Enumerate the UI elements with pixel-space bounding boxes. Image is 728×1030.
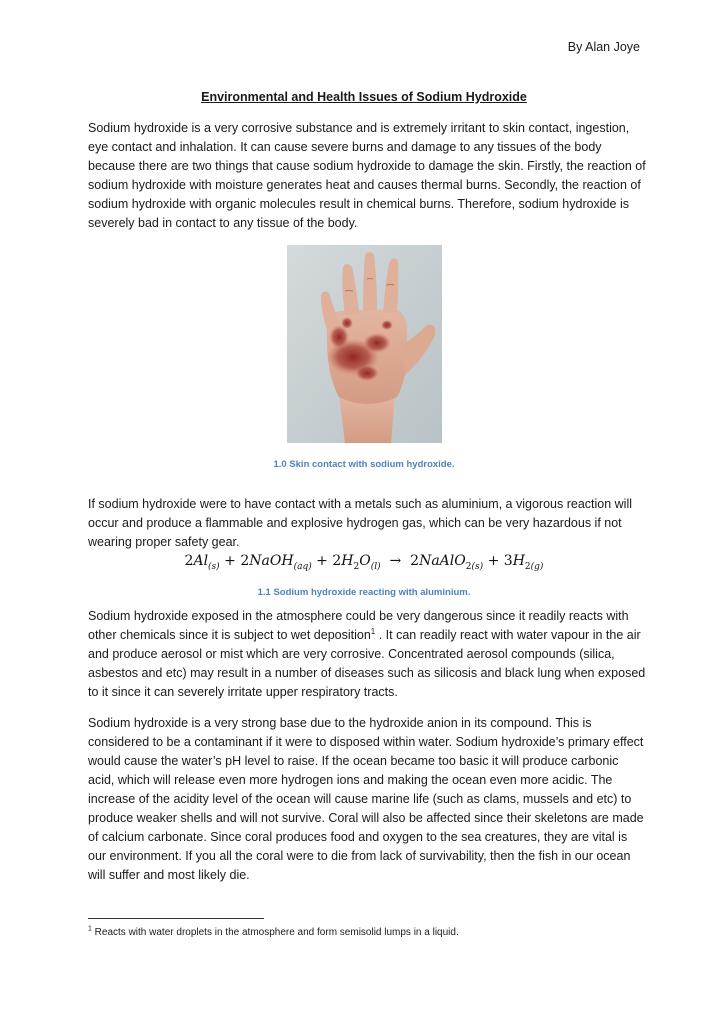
eq-species: H bbox=[512, 553, 525, 569]
eq-species: O bbox=[359, 553, 371, 569]
author-name: By Alan Joye bbox=[567, 40, 640, 54]
footnote-number: 1 bbox=[88, 925, 92, 933]
eq-coefficient: 2 bbox=[332, 553, 342, 569]
paragraph-water-contamination: Sodium hydroxide is a very strong base due to the hydroxide anion in its compound. This is considered to be a contaminant if it were to disposed within water. Sodium hydroxide’s primary effect would cause the water’s pH level to raise. If the ocean became too basic it will produce carbonic acid, which will release even more hydrogen ions and making the ocean even more acidic. The increase of the acidity level of the ocean will cause marine life (such as clams, mussels and etc) to produce weaker shells and will not survive. Coral will also be affected since their skeletons are made of calcium carbonate. Since coral produces food and oxygen to the sea creatures, they are vital is our environment. If you all the coral were to die from lack of survivability, then the fish in our ocean will suffer and most likely die. bbox=[88, 716, 644, 882]
footnote-text: Reacts with water droplets in the atmosphere and form semisolid lumps in a liquid. bbox=[91, 927, 459, 938]
footnote bbox=[88, 927, 459, 938]
eq-coefficient: 3 bbox=[503, 553, 513, 569]
eq-operator: + bbox=[311, 553, 333, 569]
eq-subscript: 2 bbox=[524, 561, 531, 572]
eq-species: NaAlO bbox=[419, 553, 466, 569]
paragraph-atmosphere-part2: . It can readily react with water vapour in the air and produce aerosol or mist which are very corrosive. Concentrated aerosol compounds (silica, asbestos and etc) may result in a number of diseases such as silicosis and black lung when exposed to it since it can severely irritate upper respiratory tracts. bbox=[88, 628, 646, 699]
eq-operator: + bbox=[483, 553, 504, 569]
paragraph-atmosphere bbox=[88, 607, 646, 702]
hand-illustration bbox=[287, 245, 442, 443]
eq-state: (aq) bbox=[293, 561, 312, 572]
hand-burn-photo bbox=[287, 245, 442, 443]
footnote-divider bbox=[88, 918, 264, 919]
eq-state: (l) bbox=[370, 561, 381, 572]
eq-species: NaOH bbox=[249, 553, 294, 569]
eq-subscript: 2 bbox=[353, 561, 360, 572]
eq-species: Al bbox=[193, 553, 209, 569]
eq-arrow: → bbox=[380, 553, 411, 569]
eq-coefficient: 2 bbox=[410, 553, 420, 569]
eq-operator: + bbox=[219, 553, 241, 569]
figure-caption-skin-contact: 1.0 Skin contact with sodium hydroxide. bbox=[273, 459, 455, 470]
paragraph-skin-contact: Sodium hydroxide is a very corrosive substance and is extremely irritant to skin contact, ingestion, eye contact and inhalation. It can cause severe burns and damage to any tissues of the body because there are two things that cause sodium hydroxide to damage the skin. Firstly, the reaction of sodium hydroxide with moisture generates heat and causes thermal burns. Secondly, the reaction of sodium hydroxide with organic molecules result in chemical burns. Therefore, sodium hydroxide is severely bad in contact to any tissue of the body. bbox=[88, 121, 646, 230]
document-title: Environmental and Health Issues of Sodium Hydroxide bbox=[201, 90, 527, 104]
eq-state: (s) bbox=[471, 561, 484, 572]
paragraph-atmosphere-part1: Sodium hydroxide exposed in the atmosphere could be very dangerous since it readily reacts with other chemicals since it is subject to wet deposition bbox=[88, 609, 629, 642]
eq-coefficient: 2 bbox=[184, 553, 194, 569]
eq-species: H bbox=[341, 553, 354, 569]
eq-coefficient: 2 bbox=[240, 553, 250, 569]
eq-subscript: 2 bbox=[465, 561, 472, 572]
paragraph-metal-reaction: If sodium hydroxide were to have contact with a metals such as aluminium, a vigorous reaction will occur and produce a flammable and explosive hydrogen gas, which can be very hazardous if not wearing proper safety gear. bbox=[88, 497, 633, 549]
equation-caption: 1.1 Sodium hydroxide reacting with aluminium. bbox=[257, 587, 471, 598]
footnote-reference[interactable]: 1 bbox=[370, 626, 376, 636]
chemical-equation bbox=[0, 553, 728, 572]
eq-state: (g) bbox=[530, 561, 544, 572]
eq-state: (s) bbox=[208, 561, 220, 572]
